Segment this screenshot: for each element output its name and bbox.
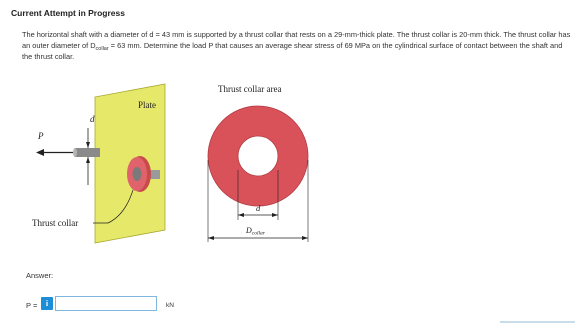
collar-area-hole bbox=[238, 136, 278, 176]
label-P: P bbox=[38, 131, 44, 141]
load-arrow bbox=[36, 149, 44, 156]
shaft-rear bbox=[150, 170, 160, 179]
page-heading: Current Attempt in Progress bbox=[11, 8, 125, 18]
bottom-scroll-indicator bbox=[500, 321, 575, 323]
label-d-dimension: d bbox=[256, 203, 261, 213]
label-plate: Plate bbox=[138, 100, 156, 110]
info-icon[interactable]: i bbox=[41, 297, 53, 310]
problem-figure bbox=[0, 80, 585, 260]
answer-input[interactable] bbox=[55, 296, 157, 311]
label-Dcollar: Dcollar bbox=[246, 226, 265, 237]
label-thrust-collar: Thrust collar bbox=[32, 218, 79, 228]
problem-statement: The horizontal shaft with a diameter of d = 43 mm is supported by a thrust collar that rests on a 29-mm-thick plate. The thrust collar is 20-mm thick. The thrust collar has an outer diameter of $D_{collar} = 63$ mm. Determine the load P that causes an average shear stress of 69 MPa on the cylindrical surface of contact between the shaft and the thrust collar. bbox=[22, 30, 571, 62]
label-thrust-collar-area: Thrust collar area bbox=[218, 84, 282, 94]
p-label: P = bbox=[26, 301, 38, 310]
unit-label: kN bbox=[166, 302, 174, 309]
label-d-shaft: d bbox=[90, 114, 95, 124]
shaft bbox=[75, 148, 100, 157]
answer-label: Answer: bbox=[26, 271, 54, 280]
